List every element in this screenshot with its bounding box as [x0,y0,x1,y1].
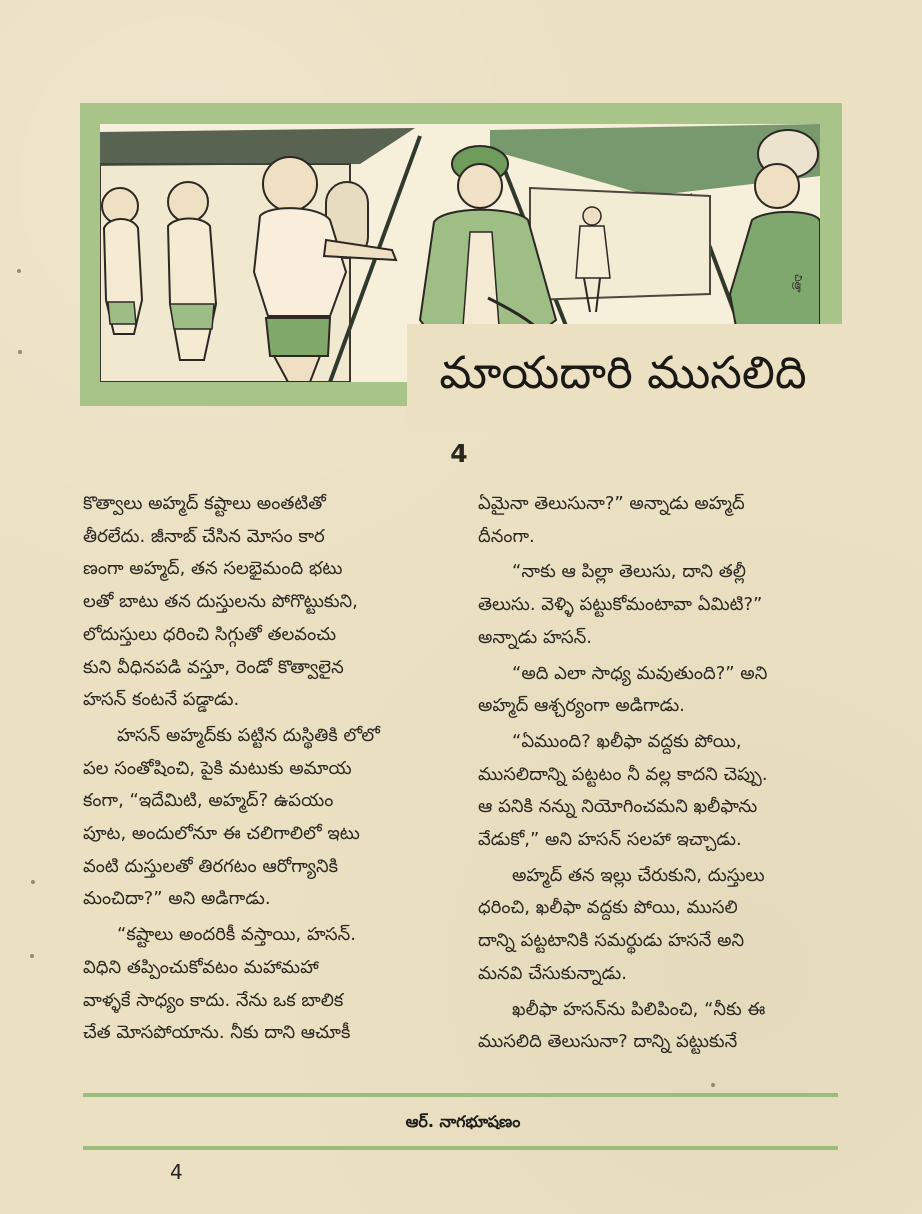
text-line: లోదుస్తులు ధరించి సిగ్గుతో తలవంచు [83,623,337,645]
text-line: “ఏముంది? ఖలీఫా వద్దకు పోయి, [512,730,742,752]
right-paragraph-1 [478,488,853,553]
right-paragraph-2 [478,556,853,654]
scan-mark [711,1083,715,1087]
right-paragraph-3 [478,658,853,723]
text-line: మనవి చేసుకున్నాడు. [478,962,627,984]
author-name: ఆర్. నాగభూషణం [405,1112,521,1131]
left-paragraph-2 [83,720,458,916]
scan-mark [31,880,35,884]
text-line: ణంగా అహ్మద్, తన సలభైమంది భటు [83,558,343,580]
text-line: పూట, అందులోనూ ఈ చలిగాలిలో ఇటు [83,823,360,845]
text-line: వాళ్ళకే సాధ్యం కాదు. నేను ఒక బాలిక [83,989,344,1011]
text-line: హసన్ కంటనే పడ్డాడు. [83,689,240,711]
text-line: విధిని తప్పించుకోవటం మహామహా [83,956,319,978]
text-line: వేడుకో,” అని హసన్ సలహా ఇచ్చాడు. [478,829,742,851]
text-line: ముసలిదాన్ని పట్టటం నీ వల్ల కాదని చెప్పు. [478,763,768,785]
right-paragraph-6 [478,994,853,1059]
illustrator-signature: చిత్రా [792,274,803,293]
text-line: ఏమైనా తెలుసునా?” అన్నాడు అహ్మద్ [478,493,745,514]
text-line: అన్నాడు హసన్. [478,626,592,648]
left-paragraph-1 [83,488,458,717]
text-line: హసన్ అహ్మద్‌కు పట్టిన దుస్థితికి లోలో [117,724,380,746]
text-line: “నాకు ఆ పిల్లా తెలుసు, దాని తల్లీ [512,561,746,583]
text-line: ఆ పనికి నన్ను నియోగించమని ఖలీఫాను [478,796,758,818]
left-paragraph-3 [83,919,458,1050]
text-line: కుని వీధినపడి వస్తూ, రెండో కొత్వాలైన [83,656,344,678]
right-paragraph-4 [478,726,853,857]
text-line: చేత మోసపోయాను. నీకు దాని ఆచూకీ [83,1022,351,1044]
text-line: కంగా, “ఇదేమిటి, అహ్మద్? ఉపయం [83,790,334,812]
text-line: మంచిదా?” అని అడిగాడు. [83,888,271,910]
text-line: “అది ఎలా సాధ్య మవుతుంది?” అని [512,662,768,684]
right-text-column [478,488,853,1062]
text-line: వంటి దుస్తులతో తిరగటం ఆరోగ్యానికి [83,855,339,877]
scan-mark [18,350,22,354]
text-line: దీనంగా. [478,525,535,547]
text-line: పల సంతోషించి, పైకి మటుకు అమాయ [83,757,352,779]
left-text-column [83,488,458,1053]
text-line: ఖలీఫా హసన్‌ను పిలిపించి, “నీకు ఈ [512,998,766,1020]
text-line: లతో బాటు తన దుస్తులను పోగొట్టుకుని, [83,591,358,613]
scan-mark [30,954,34,958]
text-line: అహ్మద్ ఆశ్చర్యంగా అడిగాడు. [478,695,685,717]
scan-mark [17,269,21,273]
top-footer-rule [83,1093,838,1097]
text-line: కొత్వాలు అహ్మద్ కష్టాలు అంతటితో [83,493,326,514]
text-line: తీరలేదు. జీనాబ్ చేసిన మోసం కార [83,525,325,547]
guard-figure-one [102,188,142,334]
bottom-footer-rule [83,1146,838,1150]
text-line: అహ్మద్ తన ఇల్లు చేరుకుని, దుస్తులు [512,864,765,886]
text-line: దాన్ని పట్టటానికి సమర్థుడు హసనే అని [478,930,745,952]
text-line: తెలుసు. వెళ్ళి పట్టుకోమంటావా ఏమిటి?” [478,594,763,616]
text-line: ధరించి, ఖలీఫా వద్దకు పోయి, ముసలి [478,897,738,919]
story-title: మాయదారి ముసలిది [439,346,807,399]
market-building-right [530,188,710,300]
page-number: 4 [170,1160,183,1184]
text-line: “కష్టాలు అందరికీ వస్తాయి, హసన్. [117,924,356,946]
text-line: ముసలిది తెలుసునా? దాన్ని పట్టుకునే [478,1031,738,1053]
story-part-number: 4 [450,439,468,468]
right-paragraph-5 [478,860,853,991]
